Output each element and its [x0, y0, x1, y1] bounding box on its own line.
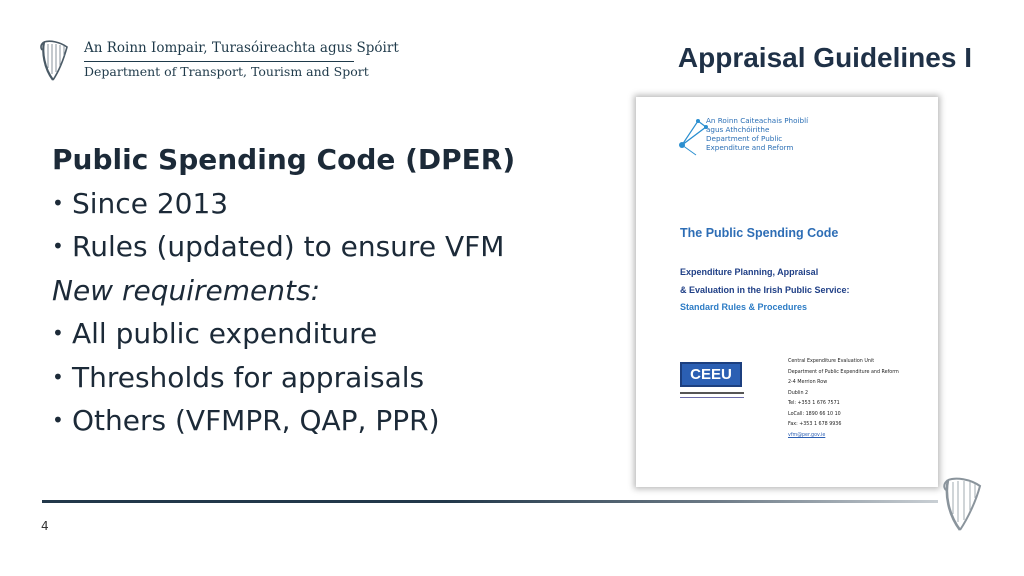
- bullet-icon: •: [52, 190, 64, 215]
- logo-divider: [84, 61, 354, 62]
- bullet-item: [52, 356, 612, 400]
- bullet-text: Since 2013: [72, 186, 229, 220]
- doc-department-line: An Roinn Caiteachais Phoiblí: [706, 116, 809, 125]
- harp-icon: [38, 38, 72, 84]
- bullet-item: [52, 182, 612, 226]
- department-name-irish: An Roinn Iompair, Turasóireachta agus Spóirt: [84, 40, 399, 56]
- bullet-item: [52, 225, 612, 269]
- slide-body: [52, 138, 612, 443]
- bullet-item: [52, 399, 612, 443]
- doc-department-line: Expenditure and Reform: [706, 143, 794, 152]
- ceeu-caption-rule: [680, 392, 744, 394]
- bullet-text: All public expenditure: [72, 317, 378, 350]
- department-name-english: Department of Transport, Tourism and Sport: [84, 64, 369, 79]
- bullet-icon: •: [52, 364, 64, 389]
- contact-email: vfm@per.gov.ie: [788, 432, 826, 438]
- bullet-icon: •: [52, 234, 64, 258]
- contact-line: Central Expenditure Evaluation Unit: [788, 359, 875, 364]
- section-heading: Public Spending Code (DPER): [52, 143, 516, 176]
- requirements-subheading: New requirements:: [52, 273, 320, 307]
- ceeu-caption-rule: [680, 397, 744, 398]
- contact-line: Fax: +353 1 678 9936: [788, 422, 842, 427]
- page-number: 4: [41, 519, 49, 533]
- bullet-text: Rules (updated) to ensure VFM: [72, 230, 505, 263]
- doc-subtitle-line: Standard Rules & Procedures: [680, 302, 808, 312]
- ceeu-badge: CEEU: [680, 362, 742, 387]
- contact-line: Tel: +353 1 676 7571: [788, 401, 840, 406]
- contact-line: 2-4 Merrion Row: [788, 380, 828, 385]
- contact-line: LoCall: 1890 66 10 10: [788, 411, 841, 417]
- doc-department-name: [706, 116, 808, 152]
- contact-line: Dublin 2: [788, 390, 809, 396]
- doc-contact-block: [788, 357, 899, 441]
- bullet-item: [52, 312, 612, 356]
- contact-line: Department of Public Expenditure and Reform: [788, 369, 899, 375]
- doc-department-line: Department of Public: [706, 134, 783, 143]
- bullet-text: Others (VFMPR, QAP, PPR): [72, 404, 440, 437]
- footer-divider: [42, 500, 938, 503]
- bullet-text: Thresholds for appraisals: [72, 360, 425, 394]
- doc-subtitle-line: Expenditure Planning, Appraisal: [680, 267, 819, 277]
- bullet-icon: •: [52, 408, 64, 432]
- slide-title: Appraisal Guidelines I: [677, 42, 972, 73]
- doc-subtitle-line: & Evaluation in the Irish Public Service:: [680, 284, 850, 295]
- doc-title: The Public Spending Code: [680, 226, 839, 240]
- doc-department-line: agus Athchóirithe: [706, 125, 770, 134]
- department-logo: [38, 38, 399, 86]
- doc-subtitle: [680, 264, 850, 317]
- harp-icon: [940, 474, 986, 536]
- bullet-icon: •: [52, 321, 64, 345]
- public-spending-code-cover: [636, 97, 938, 487]
